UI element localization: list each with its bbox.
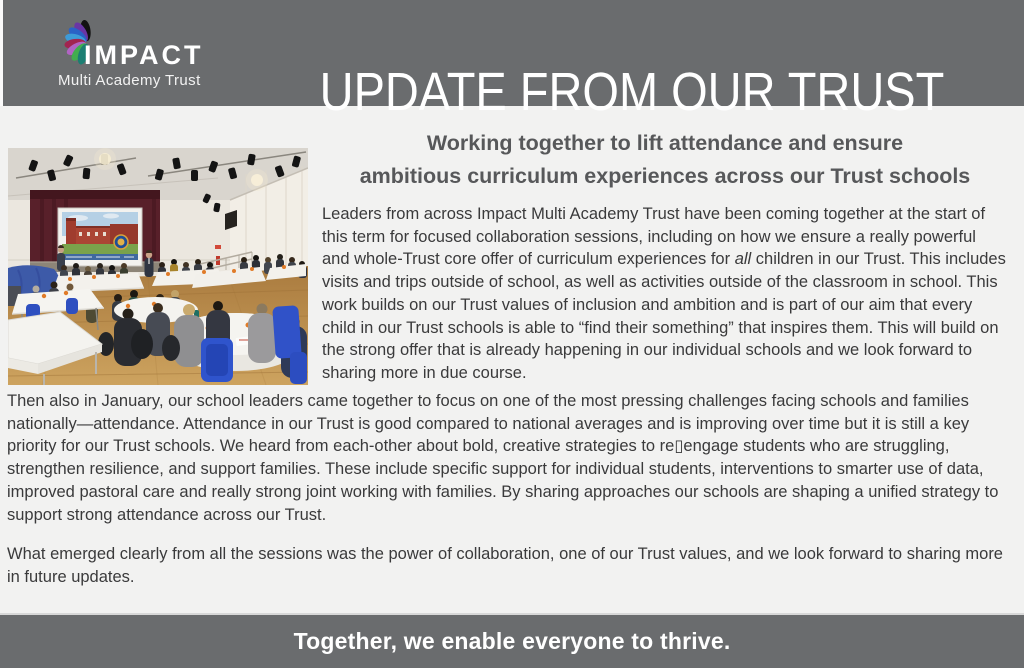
paragraph-1-text: Leaders from across Impact Multi Academy Trust have been coming together at the start of this term for focused collaboration sessions, including on how we ensure a really powerful and whole-Trust core offer of curriculum experiences for (322, 205, 986, 269)
header-left-notch (0, 0, 3, 106)
article-heading-line2: ambitious curriculum experiences across our Trust schools (359, 164, 971, 188)
page-title: UPDATE FROM OUR TRUST (319, 62, 945, 123)
paragraph-1-italic: all (734, 250, 752, 269)
footer-banner (0, 613, 1024, 668)
paragraph-1-text-cont: children in our Trust. This includes visits and trips outside of school, as well as activities outside of the classroom in school. This work builds on our Trust values of inclusion and ambition and is part of our aim that every child in our Trust schools is able to “find their something” that inspires them. This will build on the strong offer that is already happening in our individual schools and we look forward to sharing more in due course. (322, 250, 1006, 382)
footer-tagline: Together, we enable everyone to thrive. (293, 628, 731, 654)
article-paragraph-2: Then also in January, our school leaders came together to focus on one of the most pressing challenges facing schools and families nationally—attendance. Attendance in our Trust is good compared to national averages and is improving over time but it is still a key priority for our Trust schools. We heard from each-other about bold, creative strategies to re▯engage students who are struggling, strengthen resilience, and support families. These include specific support for individual students, interventions to smarter use of data, improved pastoral care and really strong joint working with families. By sharing approaches our schools are shaping a unified strategy to support strong attendance across our Trust. (7, 392, 999, 524)
logo-wordmark: IMPACT (84, 40, 204, 70)
article-heading-line1: Working together to lift attendance and ensure (426, 131, 904, 155)
article-paragraph-1 (322, 203, 1008, 385)
logo-subtitle: Multi Academy Trust (58, 72, 201, 89)
article-column (322, 127, 1008, 385)
photo-projection-screen (58, 208, 142, 266)
article-heading (322, 127, 1008, 193)
article-paragraph-3: What emerged clearly from all the sessions was the power of collaboration, one of our Trust values, and we look forward to sharing more in future updates. (7, 545, 1003, 586)
meeting-photo (8, 148, 308, 385)
header-banner (0, 0, 1024, 123)
